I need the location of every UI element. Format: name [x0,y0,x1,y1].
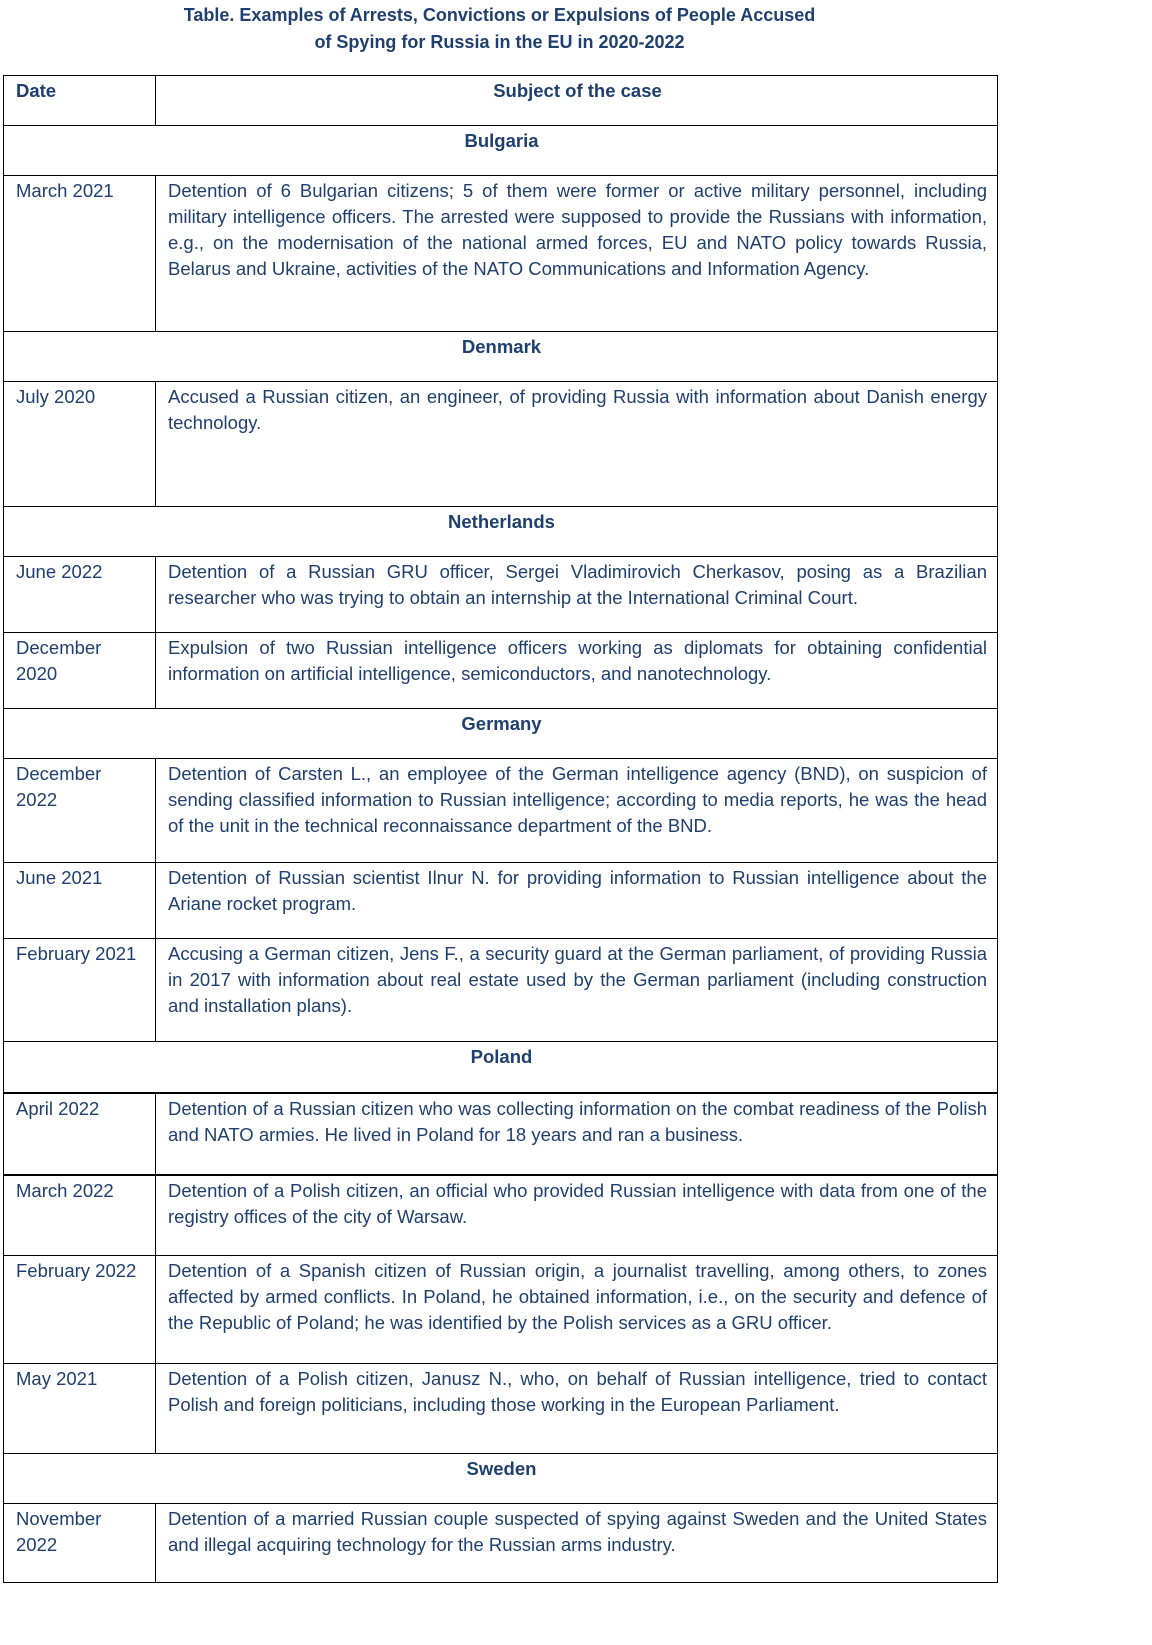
header-date: Date [4,76,156,126]
row-subject: Detention of Russian scientist Ilnur N. for providing information to Russian intelligence about the Ariane rocket program. [156,863,998,939]
row-date: June 2022 [4,557,156,633]
row-subject: Detention of Carsten L., an employee of the German intelligence agency (BND), on suspicion of sending classified information to Russian intelligence; according to media reports, he was the head of the unit in the technical reconnaissance department of the BND. [156,759,998,863]
row-subject: Detention of a Russian GRU officer, Sergei Vladimirovich Cherkasov, posing as a Brazilian researcher who was trying to obtain an internship at the International Criminal Court. [156,557,998,633]
table-title-line-1: Table. Examples of Arrests, Convictions or Expulsions of People Accused [183,5,816,25]
table-row [4,1093,998,1175]
country-label-bulgaria: Bulgaria [4,126,998,176]
cases-table [3,75,998,1583]
row-date: May 2021 [4,1364,156,1454]
row-subject: Detention of 6 Bulgarian citizens; 5 of them were former or active military personnel, including military intelligence officers. The arrested were supposed to provide the Russians with information, e.g., on the modernisation of the national armed forces, EU and NATO policy towards Russia, Belarus and Ukraine, activities of the NATO Communications and Information Agency. [156,176,998,332]
row-subject: Expulsion of two Russian intelligence officers working as diplomats for obtaining confidential information on artificial intelligence, semiconductors, and nanotechnology. [156,633,998,709]
header-subject: Subject of the case [156,76,998,126]
row-date: June 2021 [4,863,156,939]
table-row [4,939,998,1042]
row-subject: Detention of a married Russian couple suspected of spying against Sweden and the United States and illegal acquiring technology for the Russian arms industry. [156,1504,998,1583]
row-subject: Accusing a German citizen, Jens F., a security guard at the German parliament, of providing Russia in 2017 with information about real estate used by the German parliament (including construction and installation plans). [156,939,998,1042]
country-row [4,126,998,176]
country-label-netherlands: Netherlands [4,507,998,557]
row-date: December 2020 [4,633,156,709]
table-title [3,2,996,56]
country-label-denmark: Denmark [4,332,998,382]
country-row [4,332,998,382]
table-row [4,1504,998,1583]
row-date: March 2022 [4,1175,156,1256]
table-row [4,863,998,939]
table-row [4,1256,998,1364]
table-row [4,557,998,633]
header-row [4,76,998,126]
table-row [4,382,998,507]
row-date: April 2022 [4,1093,156,1175]
table-row [4,633,998,709]
country-row [4,1042,998,1093]
row-date: March 2021 [4,176,156,332]
row-date: February 2021 [4,939,156,1042]
country-label-poland: Poland [4,1042,998,1093]
row-date: December 2022 [4,759,156,863]
country-label-germany: Germany [4,709,998,759]
table-row [4,1175,998,1256]
row-subject: Detention of a Russian citizen who was collecting information on the combat readiness of the Polish and NATO armies. He lived in Poland for 18 years and ran a business. [156,1093,998,1175]
table-title-line-2: of Spying for Russia in the EU in 2020-2022 [314,32,685,52]
row-date: July 2020 [4,382,156,507]
table-row [4,176,998,332]
country-row [4,507,998,557]
table-row [4,1364,998,1454]
row-subject: Detention of a Polish citizen, Janusz N., who, on behalf of Russian intelligence, tried to contact Polish and foreign politicians, including those working in the European Parliament. [156,1364,998,1454]
country-row [4,709,998,759]
row-date: November 2022 [4,1504,156,1583]
table-row [4,759,998,863]
row-subject: Detention of a Spanish citizen of Russian origin, a journalist travelling, among others, to zones affected by armed conflicts. In Poland, he obtained information, i.e., on the security and defence of the Republic of Poland; he was identified by the Polish services as a GRU officer. [156,1256,998,1364]
row-subject: Accused a Russian citizen, an engineer, of providing Russia with information about Danish energy technology. [156,382,998,507]
country-row [4,1454,998,1504]
row-date: February 2022 [4,1256,156,1364]
row-subject: Detention of a Polish citizen, an official who provided Russian intelligence with data from one of the registry offices of the city of Warsaw. [156,1175,998,1256]
country-label-sweden: Sweden [4,1454,998,1504]
